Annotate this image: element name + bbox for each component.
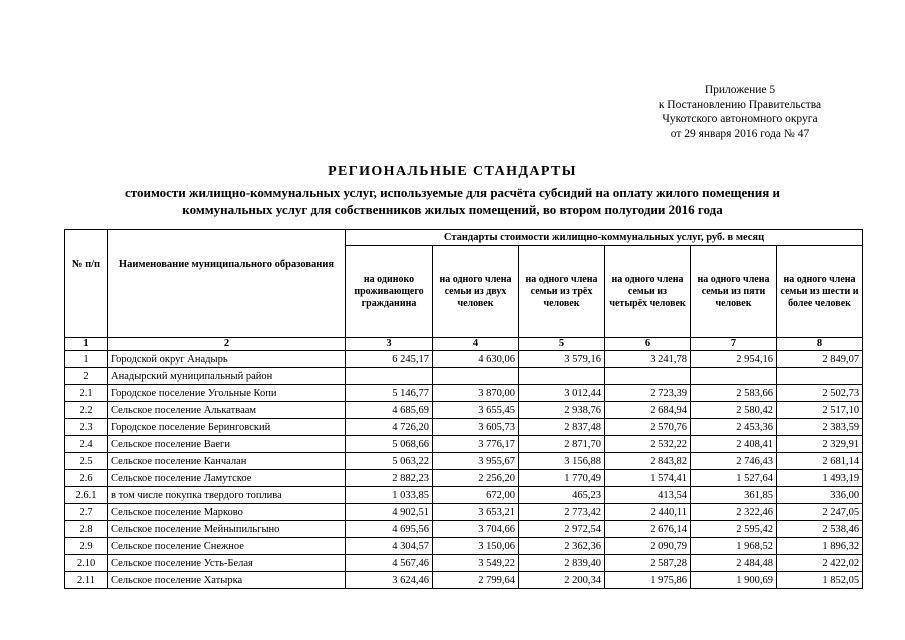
standard-value: 5 068,66 — [346, 436, 433, 453]
municipality-name: Городское поселение Беринговский — [108, 419, 346, 436]
municipality-name: Городской округ Анадырь — [108, 351, 346, 368]
standard-value: 2 090,79 — [605, 538, 691, 555]
standard-value: 3 150,06 — [433, 538, 519, 555]
subtitle-line: коммунальных услуг для собственников жилых помещений, во втором полугодии 2016 года — [182, 202, 723, 217]
standard-value: 3 704,66 — [433, 521, 519, 538]
standard-value: 2 256,20 — [433, 470, 519, 487]
column-index-cell: 1 — [65, 338, 108, 351]
standard-value: 2 676,14 — [605, 521, 691, 538]
header-number: № п/п — [65, 230, 108, 338]
standard-value: 1 975,86 — [605, 572, 691, 589]
standard-value: 3 653,21 — [433, 504, 519, 521]
appendix-line: Приложение 5 — [704, 84, 776, 96]
standard-value: 5 063,22 — [346, 453, 433, 470]
standard-value: 2 422,02 — [777, 555, 863, 572]
municipality-name: Городское поселение Угольные Копи — [108, 385, 346, 402]
standard-value: 3 955,67 — [433, 453, 519, 470]
row-number: 2.4 — [65, 436, 108, 453]
table-row — [65, 538, 863, 555]
standard-value: 2 843,82 — [605, 453, 691, 470]
municipality-name: Сельское поселение Мейныпильгыно — [108, 521, 346, 538]
standard-value: 413,54 — [605, 487, 691, 504]
standard-value: 1 574,41 — [605, 470, 691, 487]
row-number: 2.11 — [65, 572, 108, 589]
row-number: 1 — [65, 351, 108, 368]
appendix-line: Чукотского автономного округа — [662, 113, 818, 125]
header-household-size: на одного члена семьи из пяти человек — [691, 246, 777, 338]
row-number: 2.10 — [65, 555, 108, 572]
standard-value: 6 245,17 — [346, 351, 433, 368]
standard-value: 2 247,05 — [777, 504, 863, 521]
table-row — [65, 436, 863, 453]
standard-value: 1 968,52 — [691, 538, 777, 555]
standard-value: 2 570,76 — [605, 419, 691, 436]
header-municipality: Наименование муниципального образования — [108, 230, 346, 338]
column-index-cell: 2 — [108, 338, 346, 351]
column-index-cell: 5 — [519, 338, 605, 351]
standard-value: 2 362,36 — [519, 538, 605, 555]
row-number: 2.6 — [65, 470, 108, 487]
row-number: 2.2 — [65, 402, 108, 419]
subtitle-line: стоимости жилищно-коммунальных услуг, используемые для расчёта субсидий на оплату жилого помещения и — [124, 185, 781, 200]
table-row — [65, 453, 863, 470]
row-number: 2.7 — [65, 504, 108, 521]
table-row — [65, 504, 863, 521]
standard-value: 2 453,36 — [691, 419, 777, 436]
row-number: 2.5 — [65, 453, 108, 470]
standard-value: 4 685,69 — [346, 402, 433, 419]
standard-value: 2 773,42 — [519, 504, 605, 521]
table-row — [65, 351, 863, 368]
appendix-header — [600, 83, 880, 141]
standard-value: 2 583,66 — [691, 385, 777, 402]
standard-value — [777, 368, 863, 385]
row-number: 2.6.1 — [65, 487, 108, 504]
column-index-cell: 4 — [433, 338, 519, 351]
standard-value: 1 852,05 — [777, 572, 863, 589]
standard-value: 2 440,11 — [605, 504, 691, 521]
municipality-name: Сельское поселение Хатырка — [108, 572, 346, 589]
standard-value: 2 329,91 — [777, 436, 863, 453]
standard-value: 2 408,41 — [691, 436, 777, 453]
municipality-name: Сельское поселение Алькатваам — [108, 402, 346, 419]
standard-value: 4 902,51 — [346, 504, 433, 521]
standard-value: 2 502,73 — [777, 385, 863, 402]
standard-value: 2 871,70 — [519, 436, 605, 453]
standard-value: 2 587,28 — [605, 555, 691, 572]
column-index-cell: 7 — [691, 338, 777, 351]
header-standards-group: Стандарты стоимости жилищно-коммунальных услуг, руб. в месяц — [346, 230, 863, 246]
municipality-name: Анадырский муниципальный район — [108, 368, 346, 385]
table-row — [65, 470, 863, 487]
standard-value: 3 241,78 — [605, 351, 691, 368]
table-row — [65, 572, 863, 589]
standard-value: 2 517,10 — [777, 402, 863, 419]
standard-value: 2 681,14 — [777, 453, 863, 470]
standard-value: 2 938,76 — [519, 402, 605, 419]
header-household-size: на одного члена семьи из шести и более человек — [777, 246, 863, 338]
row-number: 2.3 — [65, 419, 108, 436]
standard-value: 3 579,16 — [519, 351, 605, 368]
header-household-size: на одиноко проживающего гражданина — [346, 246, 433, 338]
standard-value — [605, 368, 691, 385]
standard-value: 2 383,59 — [777, 419, 863, 436]
standard-value: 2 538,46 — [777, 521, 863, 538]
table-row — [65, 402, 863, 419]
municipality-name: Сельское поселение Усть-Белая — [108, 555, 346, 572]
standard-value: 336,00 — [777, 487, 863, 504]
row-number: 2.9 — [65, 538, 108, 555]
standard-value: 2 882,23 — [346, 470, 433, 487]
municipality-name: Сельское поселение Марково — [108, 504, 346, 521]
column-index-cell: 3 — [346, 338, 433, 351]
standard-value: 2 799,64 — [433, 572, 519, 589]
standard-value: 2 532,22 — [605, 436, 691, 453]
municipality-name: Сельское поселение Канчалан — [108, 453, 346, 470]
standard-value — [346, 368, 433, 385]
row-number: 2.8 — [65, 521, 108, 538]
standard-value: 2 484,48 — [691, 555, 777, 572]
table-row — [65, 385, 863, 402]
standard-value: 2 837,48 — [519, 419, 605, 436]
header-household-size: на одного члена семьи из трёх человек — [519, 246, 605, 338]
standard-value: 4 695,56 — [346, 521, 433, 538]
standard-value: 4 630,06 — [433, 351, 519, 368]
standard-value: 465,23 — [519, 487, 605, 504]
standard-value: 5 146,77 — [346, 385, 433, 402]
document-title: РЕГИОНАЛЬНЫЕ СТАНДАРТЫ — [328, 164, 577, 179]
column-index-cell: 8 — [777, 338, 863, 351]
municipality-name: Сельское поселение Ламутское — [108, 470, 346, 487]
standard-value: 4 567,46 — [346, 555, 433, 572]
standard-value — [691, 368, 777, 385]
header-household-size: на одного члена семьи из четырёх человек — [605, 246, 691, 338]
table-row — [65, 487, 863, 504]
standard-value — [433, 368, 519, 385]
appendix-line: к Постановлению Правительства — [658, 98, 822, 111]
standard-value: 2 684,94 — [605, 402, 691, 419]
table-row — [65, 521, 863, 538]
standard-value: 2 839,40 — [519, 555, 605, 572]
standard-value: 4 726,20 — [346, 419, 433, 436]
standard-value — [519, 368, 605, 385]
municipality-name: Сельское поселение Ваеги — [108, 436, 346, 453]
standard-value: 2 200,34 — [519, 572, 605, 589]
column-index-cell: 6 — [605, 338, 691, 351]
standard-value: 2 972,54 — [519, 521, 605, 538]
appendix-line: от 29 января 2016 года № 47 — [670, 127, 810, 140]
standard-value: 4 304,57 — [346, 538, 433, 555]
header-household-size: на одного члена семьи из двух человек — [433, 246, 519, 338]
standard-value: 3 012,44 — [519, 385, 605, 402]
standard-value: 3 776,17 — [433, 436, 519, 453]
standard-value: 3 870,00 — [433, 385, 519, 402]
standard-value: 672,00 — [433, 487, 519, 504]
municipality-name: в том числе покупка твердого топлива — [108, 487, 346, 504]
standard-value: 2 954,16 — [691, 351, 777, 368]
standard-value: 2 322,46 — [691, 504, 777, 521]
table-row — [65, 555, 863, 572]
standard-value: 3 655,45 — [433, 402, 519, 419]
table-row — [65, 419, 863, 436]
standard-value: 1 770,49 — [519, 470, 605, 487]
standard-value: 3 624,46 — [346, 572, 433, 589]
standards-table — [64, 229, 863, 589]
standard-value: 3 605,73 — [433, 419, 519, 436]
municipality-name: Сельское поселение Снежное — [108, 538, 346, 555]
standard-value: 1 900,69 — [691, 572, 777, 589]
standard-value: 1 493,19 — [777, 470, 863, 487]
standard-value: 1 527,64 — [691, 470, 777, 487]
standard-value: 3 549,22 — [433, 555, 519, 572]
standard-value: 2 723,39 — [605, 385, 691, 402]
row-number: 2.1 — [65, 385, 108, 402]
standard-value: 1 033,85 — [346, 487, 433, 504]
standard-value: 2 746,43 — [691, 453, 777, 470]
row-number: 2 — [65, 368, 108, 385]
standard-value: 2 595,42 — [691, 521, 777, 538]
standard-value: 2 849,07 — [777, 351, 863, 368]
table-row — [65, 368, 863, 385]
standard-value: 361,85 — [691, 487, 777, 504]
standard-value: 1 896,32 — [777, 538, 863, 555]
document-subtitle — [40, 184, 865, 218]
standard-value: 3 156,88 — [519, 453, 605, 470]
standard-value: 2 580,42 — [691, 402, 777, 419]
